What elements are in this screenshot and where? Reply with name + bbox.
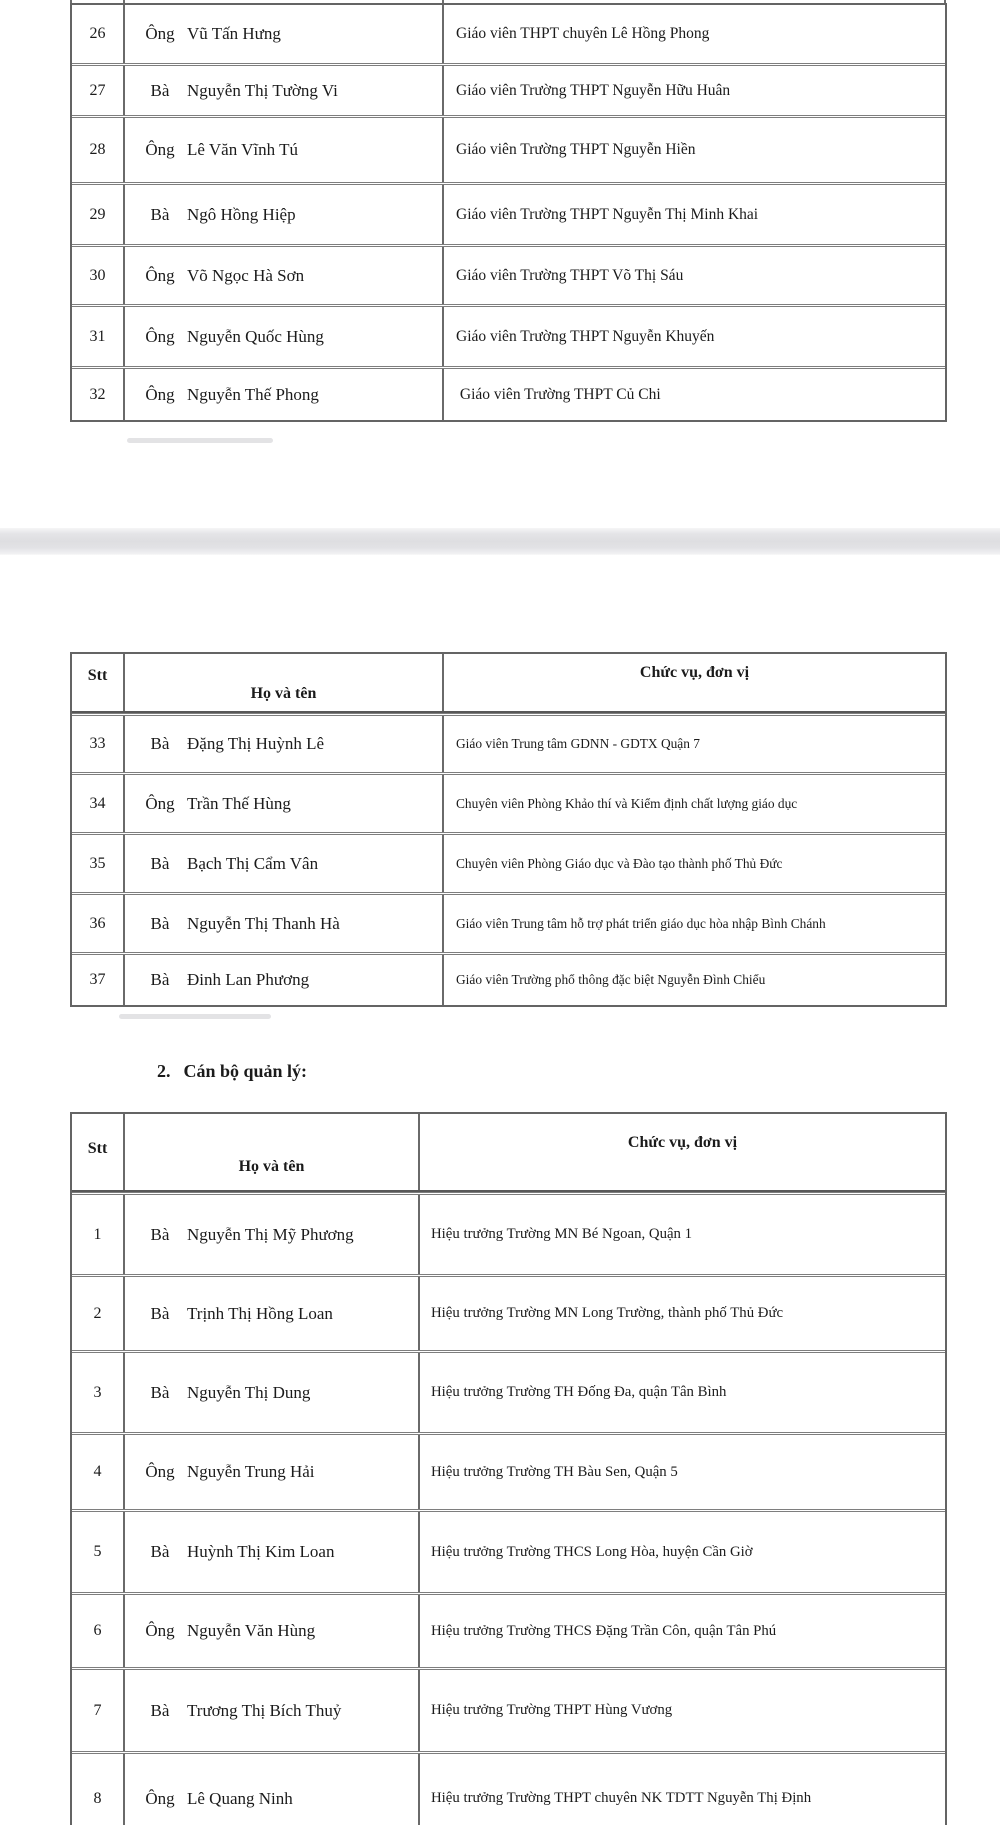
header-name: Họ và tên xyxy=(125,1114,420,1190)
role-cell: Giáo viên Trung tâm GDNN - GDTX Quận 7 xyxy=(456,736,700,751)
role-cell: Giáo viên Trường THPT Nguyễn Hữu Huân xyxy=(456,81,731,99)
stt-cell: 32 xyxy=(72,369,125,420)
person-name: Lê Văn Vĩnh Tú xyxy=(187,140,298,159)
role-cell: Giáo viên Trường THPT Võ Thị Sáu xyxy=(456,266,684,284)
person-name: Nguyễn Thế Phong xyxy=(187,384,319,404)
honorific: Ông xyxy=(145,1788,175,1808)
header-stt: Stt xyxy=(72,654,125,711)
stt-cell: 35 xyxy=(72,835,125,892)
stt-cell: 36 xyxy=(72,895,125,952)
table-row xyxy=(72,1274,945,1350)
stt-cell: 2 xyxy=(72,1277,125,1350)
honorific: Bà xyxy=(150,80,170,100)
table-row xyxy=(72,1192,945,1274)
name-cell xyxy=(125,5,444,63)
role-cell: Chuyên viên Phòng Khảo thí và Kiểm định chất lượng giáo dục xyxy=(456,795,798,811)
role-cell: Giáo viên Trường THPT Nguyễn Hiền xyxy=(456,141,696,158)
role-cell: Hiệu trưởng Trường THCS Long Hòa, huyện Cần Giờ xyxy=(431,1543,753,1560)
role-cell: Hiệu trưởng Trường TH Đống Đa, quận Tân Bình xyxy=(431,1384,727,1400)
person-name: Trần Thế Hùng xyxy=(187,793,291,813)
role-cell: Giáo viên Trường THPT Nguyễn Thị Minh Khai xyxy=(456,205,759,223)
person-name: Nguyễn Thị Tường Vi xyxy=(187,80,338,100)
person-name: Nguyễn Thị Dung xyxy=(187,1382,311,1402)
stt-cell: 3 xyxy=(72,1353,125,1432)
role-cell: Giáo viên THPT chuyên Lê Hồng Phong xyxy=(456,25,710,42)
name-cell xyxy=(125,1353,420,1432)
table-header-row xyxy=(72,654,945,713)
honorific: Bà xyxy=(150,1382,170,1402)
name-cell xyxy=(125,1195,420,1274)
table-row xyxy=(72,304,945,366)
person-name: Nguyễn Thị Mỹ Phương xyxy=(187,1224,354,1244)
table-header-row xyxy=(72,1114,945,1192)
section-title: Cán bộ quản lý: xyxy=(183,1061,308,1081)
person-name: Võ Ngọc Hà Sơn xyxy=(187,265,305,285)
stt-cell: 1 xyxy=(72,1195,125,1274)
stt-cell: 37 xyxy=(72,955,125,1005)
name-cell xyxy=(125,716,444,772)
stt-cell: 33 xyxy=(72,716,125,772)
person-name: Nguyễn Văn Hùng xyxy=(187,1621,316,1640)
teachers-table-page-end xyxy=(70,652,947,1007)
table-row xyxy=(72,63,945,115)
person-name: Nguyễn Trung Hải xyxy=(187,1462,315,1481)
honorific: Ông xyxy=(145,793,175,813)
name-cell xyxy=(125,185,444,244)
table-row xyxy=(72,952,945,1005)
name-cell xyxy=(125,1595,420,1667)
person-name: Đinh Lan Phương xyxy=(187,970,310,989)
honorific: Ông xyxy=(145,1462,175,1481)
header-name: Họ và tên xyxy=(125,654,444,711)
stt-cell: 27 xyxy=(72,66,125,115)
table-row xyxy=(72,366,945,420)
role-cell: Hiệu trưởng Trường MN Bé Ngoan, Quận 1 xyxy=(431,1226,693,1242)
name-cell xyxy=(125,1754,420,1825)
person-name: Trịnh Thị Hồng Loan xyxy=(187,1303,333,1323)
person-name: Vũ Tấn Hưng xyxy=(187,24,281,43)
section-heading xyxy=(157,1061,307,1082)
person-name: Bạch Thị Cẩm Vân xyxy=(187,853,319,873)
role-cell: Hiệu trưởng Trường THPT chuyên NK TDTT Nguyễn Thị Định xyxy=(431,1790,812,1806)
table-row xyxy=(72,1509,945,1592)
honorific: Bà xyxy=(150,853,170,873)
role-cell: Hiệu trưởng Trường TH Bàu Sen, Quận 5 xyxy=(431,1463,678,1480)
name-cell xyxy=(125,1512,420,1592)
scan-artifact xyxy=(119,1014,271,1019)
stt-cell: 7 xyxy=(72,1670,125,1751)
honorific: Bà xyxy=(150,204,170,224)
table-row xyxy=(72,1751,945,1825)
role-cell: Hiệu trưởng Trường MN Long Trường, thành phố Thủ Đức xyxy=(431,1305,784,1321)
table-row xyxy=(72,1667,945,1751)
scan-artifact xyxy=(127,438,273,443)
page-break-band xyxy=(0,528,1000,555)
stt-cell: 29 xyxy=(72,185,125,244)
table-row xyxy=(72,182,945,244)
honorific: Ông xyxy=(145,326,175,346)
person-name: Nguyễn Quốc Hùng xyxy=(187,326,324,346)
honorific: Bà xyxy=(150,913,170,933)
honorific: Bà xyxy=(150,1224,170,1244)
table-row xyxy=(72,832,945,892)
honorific: Ông xyxy=(145,140,175,159)
honorific: Bà xyxy=(150,1303,170,1323)
person-name: Trương Thị Bích Thuỷ xyxy=(187,1700,342,1720)
table-row xyxy=(72,892,945,952)
honorific: Ông xyxy=(145,384,175,404)
honorific: Bà xyxy=(150,1542,170,1561)
name-cell xyxy=(125,369,444,420)
stt-cell: 26 xyxy=(72,5,125,63)
name-cell xyxy=(125,247,444,304)
stt-cell: 30 xyxy=(72,247,125,304)
table-row xyxy=(72,1350,945,1432)
name-cell xyxy=(125,118,444,182)
table-row xyxy=(72,1592,945,1667)
honorific: Ông xyxy=(145,24,175,43)
role-cell: Giáo viên Trường THPT Củ Chi xyxy=(456,385,661,403)
name-cell xyxy=(125,1670,420,1751)
stt-cell: 5 xyxy=(72,1512,125,1592)
stt-cell: 6 xyxy=(72,1595,125,1667)
role-cell: Giáo viên Trung tâm hỗ trợ phát triển giáo dục hòa nhập Bình Chánh xyxy=(456,915,826,931)
table-row xyxy=(72,244,945,304)
name-cell xyxy=(125,895,444,952)
table-row xyxy=(72,1432,945,1509)
name-cell xyxy=(125,307,444,366)
honorific: Ông xyxy=(145,1621,175,1640)
role-cell: Chuyên viên Phòng Giáo dục và Đào tạo thành phố Thủ Đức xyxy=(456,855,783,871)
role-cell: Giáo viên Trường phổ thông đặc biệt Nguyễn Đình Chiểu xyxy=(456,972,766,987)
role-cell: Hiệu trưởng Trường THCS Đặng Trần Côn, quận Tân Phú xyxy=(431,1622,777,1639)
stt-cell: 31 xyxy=(72,307,125,366)
section-number: 2. xyxy=(157,1061,171,1081)
honorific: Bà xyxy=(150,970,170,989)
stt-cell: 4 xyxy=(72,1435,125,1509)
table-row xyxy=(72,772,945,832)
person-name: Nguyễn Thị Thanh Hà xyxy=(187,913,340,933)
name-cell xyxy=(125,1277,420,1350)
stt-cell: 8 xyxy=(72,1754,125,1825)
header-stt: Stt xyxy=(72,1114,125,1190)
role-cell: Hiệu trưởng Trường THPT Hùng Vương xyxy=(431,1702,673,1718)
managers-table xyxy=(70,1112,947,1825)
person-name: Lê Quang Ninh xyxy=(187,1788,293,1808)
table-row xyxy=(72,115,945,182)
teachers-table-continued xyxy=(70,3,947,422)
person-name: Đặng Thị Huỳnh Lê xyxy=(187,734,325,753)
name-cell xyxy=(125,1435,420,1509)
header-role: Chức vụ, đơn vị xyxy=(639,664,750,681)
honorific: Bà xyxy=(150,734,170,753)
name-cell xyxy=(125,775,444,832)
table-row xyxy=(72,5,945,63)
person-name: Huỳnh Thị Kim Loan xyxy=(187,1542,335,1561)
honorific: Bà xyxy=(150,1700,170,1720)
honorific: Ông xyxy=(145,265,175,285)
person-name: Ngô Hồng Hiệp xyxy=(187,204,296,224)
name-cell xyxy=(125,835,444,892)
header-role: Chức vụ, đơn vị xyxy=(627,1134,738,1151)
table-row xyxy=(72,713,945,772)
stt-cell: 34 xyxy=(72,775,125,832)
role-cell: Giáo viên Trường THPT Nguyễn Khuyến xyxy=(456,327,715,345)
stt-cell: 28 xyxy=(72,118,125,182)
name-cell xyxy=(125,955,444,1005)
name-cell xyxy=(125,66,444,115)
